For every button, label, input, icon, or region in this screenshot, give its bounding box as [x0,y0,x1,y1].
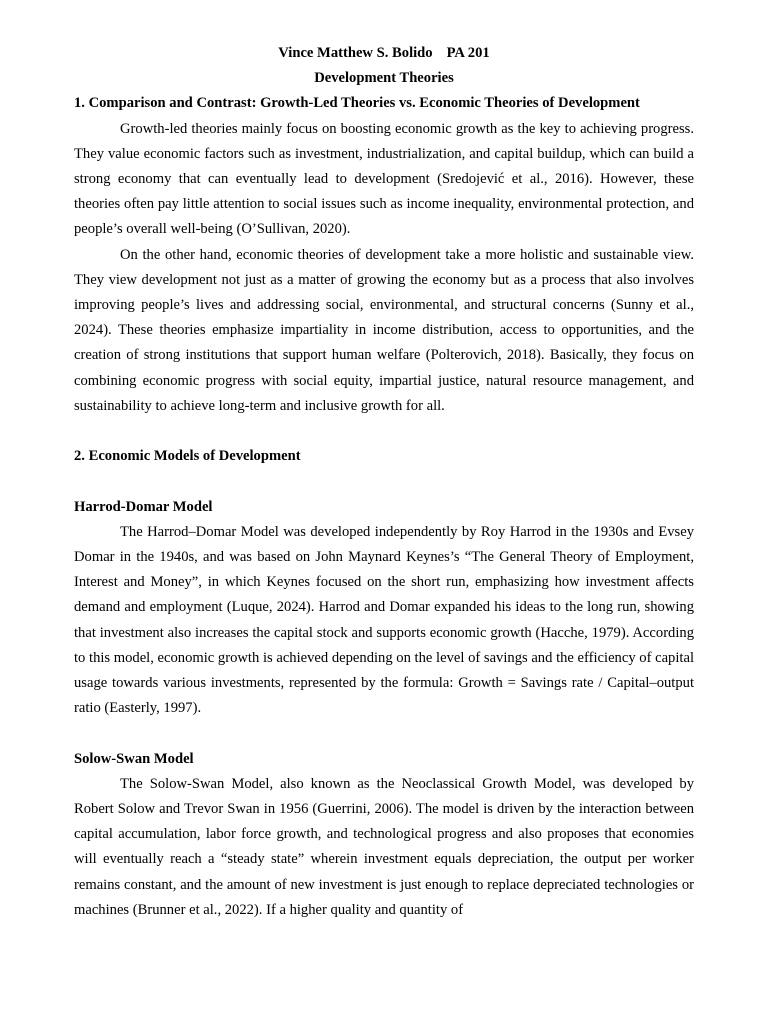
document-title: Development Theories [314,70,454,87]
blank-line [74,721,694,746]
solow-swan-paragraph: The Solow-Swan Model, also known as the Neoclassical Growth Model, was developed by Robert Solow and Trevor Swan in 1956 (Guerrini, 2006). The model is driven by the interaction between capital accumulation, labor force growth, and technological progress and also proposes that economies will eventually reach a “steady state” wherein investment equals depreciation, the output per worker remains constant, and the amount of new investment is just enough to replace depreciated technologies or machines (Brunner et al., 2022). If a higher quality and quantity of [74,775,694,918]
blank-line [74,469,694,494]
solow-swan-heading: Solow-Swan Model [74,750,194,767]
section-2-heading: 2. Economic Models of Development [74,448,301,465]
author-line [74,41,694,66]
harrod-domar-heading: Harrod-Domar Model [74,498,213,515]
document-page [74,41,694,923]
harrod-domar-paragraph: The Harrod–Domar Model was developed independently by Roy Harrod in the 1930s and Evsey Domar in the 1940s, and was based on John Maynard Keynes’s “The General Theory of Employment, Interest and Money”, in which Keynes focused on the short run, emphasizing how investment affects demand and employment (Luque, 2024). Harrod and Domar expanded his ideas to the long run, showing that investment also increases the capital stock and supports economic growth (Hacche, 1979). According to this model, economic growth is achieved depending on the level of savings and the efficiency of capital usage towards various investments, represented by the formula: Growth = Savings rate / Capital–output ratio (Easterly, 1997). [74,523,694,717]
section-1-heading: 1. Comparison and Contrast: Growth-Led Theories vs. Economic Theories of Development [74,95,640,112]
author-name: Vince Matthew S. Bolido [278,45,433,61]
course-code: PA 201 [446,45,490,61]
section-1-paragraph-2: On the other hand, economic theories of development take a more holistic and sustainable view. They view development not just as a matter of growing the economy but as a process that also involves improving people’s lives and addressing social, environmental, and structural concerns (Sunny et al., 2024). These theories emphasize impartiality in income distribution, access to opportunities, and the creation of strong institutions that support human welfare (Polterovich, 2018). Basically, they focus on combining economic progress with social equity, impartial justice, natural resource management, and sustainability to achieve long-term and inclusive growth for all. [74,246,694,414]
blank-line [74,419,694,444]
section-1-paragraph-1: Growth-led theories mainly focus on boosting economic growth as the key to achieving progress. They value economic factors such as investment, industrialization, and capital buildup, which can build a strong economy that can eventually lead to development (Sredojević et al., 2016). However, these theories often pay little attention to social issues such as income inequality, environmental protection, and people’s overall well-being (O’Sullivan, 2020). [74,120,694,238]
